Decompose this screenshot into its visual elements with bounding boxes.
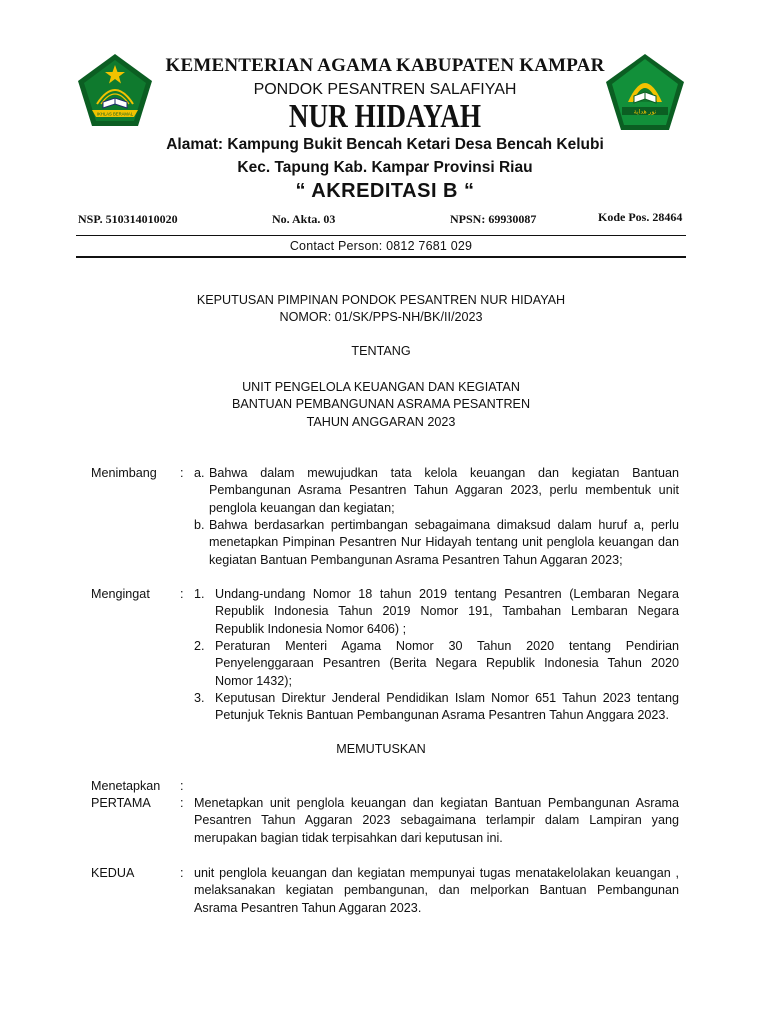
- npsn-number: NPSN: 69930087: [450, 212, 537, 226]
- address-line-1: Alamat: Kampung Bukit Bencah Ketari Desa Bencah Kelubi: [166, 136, 604, 153]
- mengingat-item-1-marker: 1.: [194, 587, 205, 601]
- pertama-text: Menetapkan unit penglola keuangan dan kegiatan Bantuan Pembangunan Asrama Pesantren Tahun Aggaran 2023 sebagaimana terlampir dalam Lampiran yang merupakan bagian tidak terpisahkan dari keputusan ini.: [194, 796, 679, 845]
- decree-title: [76, 292, 686, 326]
- kemenag-logo: [76, 52, 154, 128]
- school-type: PONDOK PESANTREN SALAFIYAH: [253, 81, 517, 98]
- kedua-label: KEDUA: [91, 866, 135, 880]
- pertama-label: PERTAMA: [91, 796, 151, 810]
- menetapkan-label: Menetapkan: [91, 779, 161, 793]
- mengingat-item-2-text: Peraturan Menteri Agama Nomor 30 Tahun 2020 tentang Pendirian Penyelenggaraan Pesantren (Berita Negara Republik Indonesia Tahun 2020 Nomor 1432);: [215, 639, 679, 688]
- menimbang-b-text: Bahwa berdasarkan pertimbangan sebagaimana dimaksud dalam huruf a, perlu menetapkan Pimpinan Pesantren Nur Hidayah tentang unit penglola keuangan dan kegiatan Bantuan Pembangunan Asrama Pesantren Tahun Aggaran 2023;: [209, 518, 679, 567]
- logo-arabic-text: نور هداية: [633, 108, 657, 116]
- postal-code: Kode Pos. 28464: [598, 210, 683, 224]
- address-line-2: Kec. Tapung Kab. Kampar Provinsi Riau: [237, 159, 533, 176]
- menimbang-b-marker: b.: [194, 518, 205, 532]
- logo-ribbon-text: IKHLAS BERAMAL: [96, 111, 134, 117]
- ministry-name: KEMENTERIAN AGAMA KABUPATEN KAMPAR: [165, 55, 605, 76]
- decree-subject-line-2: BANTUAN PEMBANGUNAN ASRAMA PESANTREN: [231, 397, 531, 412]
- menimbang-a-text: Bahwa dalam mewujudkan tata kelola keuangan dan kegiatan Bantuan Pembangunan Asrama Pesantren Tahun Aggaran 2023, perlu membentuk unit penglola keuangan dan kegiatan;: [209, 466, 679, 515]
- accreditation: “ AKREDITASI B “: [295, 180, 475, 202]
- akta-number: No. Akta. 03: [272, 212, 336, 226]
- kedua-colon: :: [180, 866, 184, 880]
- decree-subject-line-1: UNIT PENGELOLA KEUANGAN DAN KEGIATAN: [242, 380, 520, 394]
- menimbang-colon: :: [180, 466, 184, 480]
- menimbang-label: Menimbang: [91, 466, 157, 480]
- nsp-number: NSP. 510314010020: [78, 212, 178, 226]
- tentang-heading: TENTANG: [351, 344, 411, 358]
- decree-number: NOMOR: 01/SK/PPS-NH/BK/II/2023: [279, 310, 483, 324]
- mengingat-label: Mengingat: [91, 587, 150, 601]
- mengingat-item-3-text: Keputusan Direktur Jenderal Pendidikan Islam Nomor 651 Tahun 2023 tentang Petunjuk Teknis Bantuan Pembangunan Asrama Pesantren Tahun Anggara 2023.: [215, 691, 679, 723]
- mengingat-colon: :: [180, 587, 184, 601]
- nur-hidayah-logo: [604, 52, 686, 132]
- mengingat-item-2-marker: 2.: [194, 639, 205, 653]
- decree-subject: [76, 379, 686, 431]
- decree-title-line-1: KEPUTUSAN PIMPINAN PONDOK PESANTREN NUR HIDAYAH: [196, 293, 566, 307]
- contact-person: Contact Person: 0812 7681 029: [289, 239, 473, 253]
- menimbang-a-marker: a.: [194, 466, 205, 480]
- decree-subject-line-3: TAHUN ANGGARAN 2023: [306, 414, 456, 429]
- kedua-text: unit penglola keuangan dan kegiatan mempunyai tugas menatakelolakan keuangan , melaksanakan kegiatan pembangunan, dan melporkan Bantuan Pembangunan Asrama Pesantren Tahun Aggaran 2023.: [194, 866, 679, 915]
- school-name: NUR HIDAYAH: [288, 98, 482, 135]
- memutuskan-heading: MEMUTUSKAN: [336, 742, 426, 756]
- header-divider-bottom: [76, 256, 686, 258]
- menetapkan-colon: :: [180, 779, 184, 793]
- header-divider-top: [76, 235, 686, 236]
- pertama-colon: :: [180, 796, 184, 810]
- mengingat-item-1-text: Undang-undang Nomor 18 tahun 2019 tentang Pesantren (Lembaran Negara Republik Indonesia Tahun 2019 Nomor 191, Tambahan Lembaran Negara Republik Indonesia Nomor 6406) ;: [215, 587, 679, 636]
- mengingat-item-3-marker: 3.: [194, 691, 205, 705]
